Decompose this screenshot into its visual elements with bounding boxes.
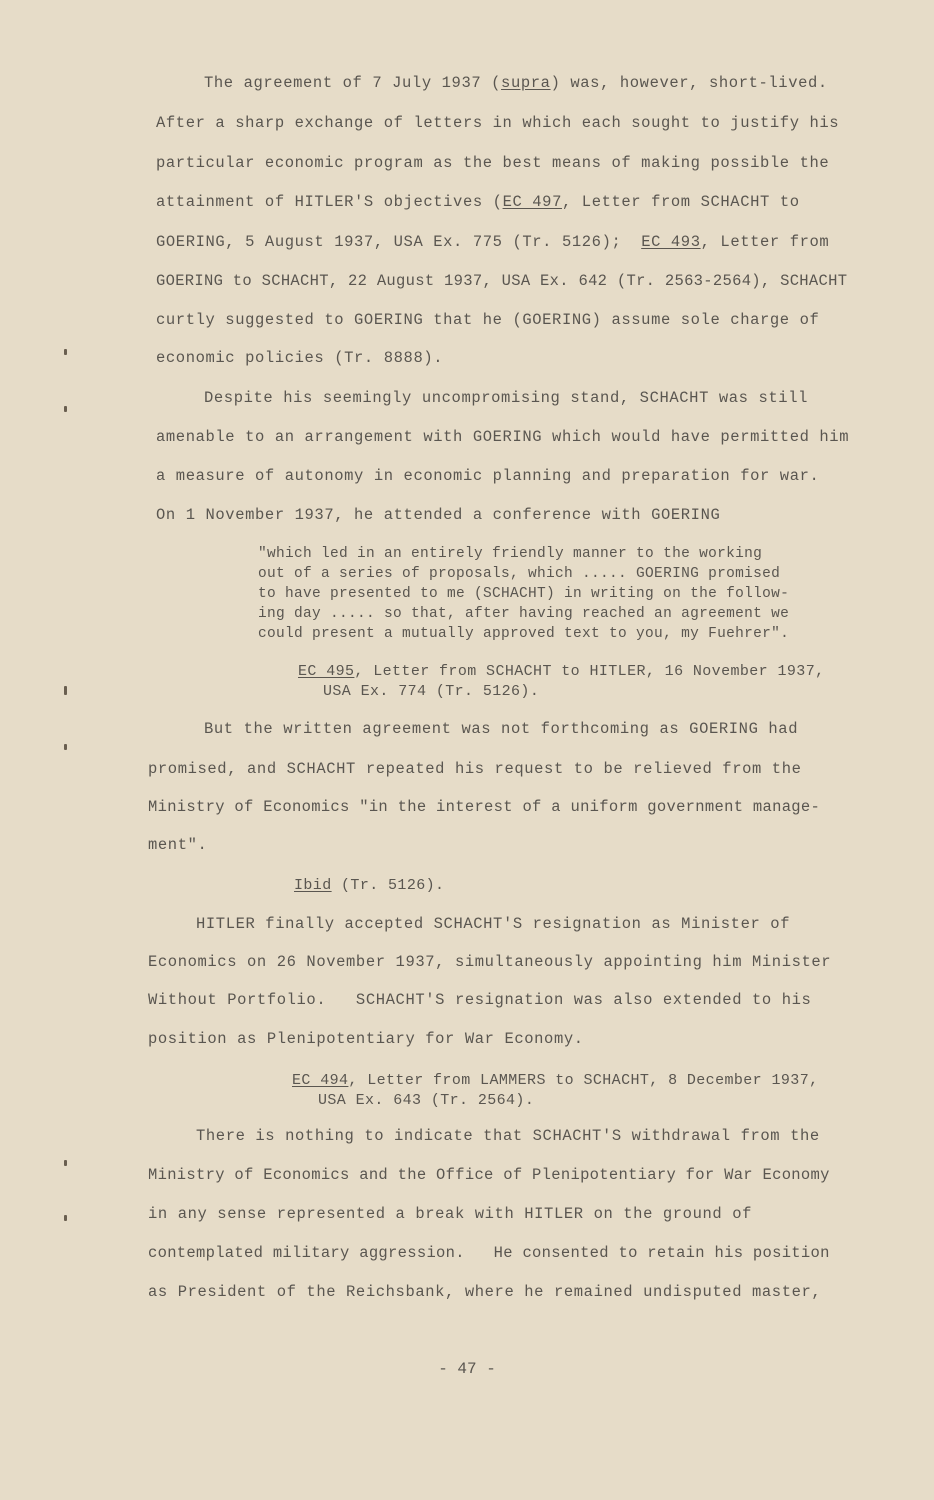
citation-line: EC 495, Letter from SCHACHT to HITLER, 16 November 1937, <box>298 663 825 680</box>
text-line: Ministry of Economics "in the interest of a uniform government manage- <box>148 798 821 816</box>
text-line: After a sharp exchange of letters in which each sought to justify his <box>156 114 840 132</box>
text-line: amenable to an arrangement with GOERING which would have permitted him <box>156 428 850 446</box>
block-quote-line: out of a series of proposals, which ..... GOERING promised <box>258 566 781 582</box>
margin-mark <box>64 1215 67 1221</box>
text-line: Economics on 26 November 1937, simultaneously appointing him Minister <box>148 953 832 971</box>
text-line: On 1 November 1937, he attended a conference with GOERING <box>156 506 721 524</box>
margin-mark <box>64 744 67 750</box>
text-line: promised, and SCHACHT repeated his request to be relieved from the <box>148 760 802 778</box>
text-line: contemplated military aggression. He consented to retain his position <box>148 1244 830 1262</box>
citation-line: USA Ex. 643 (Tr. 2564). <box>318 1092 535 1109</box>
margin-mark <box>64 349 67 355</box>
text-line: particular economic program as the best means of making possible the <box>156 154 830 172</box>
citation-line: EC 494, Letter from LAMMERS to SCHACHT, 8 December 1937, <box>292 1072 819 1089</box>
text-line: HITLER finally accepted SCHACHT'S resignation as Minister of <box>196 915 791 933</box>
block-quote-line: "which led in an entirely friendly manner to the working <box>258 546 763 562</box>
text-line: GOERING to SCHACHT, 22 August 1937, USA Ex. 642 (Tr. 2563-2564), SCHACHT <box>156 272 848 290</box>
text-line: Ministry of Economics and the Office of Plenipotentiary for War Economy <box>148 1166 830 1184</box>
text-line: ment". <box>148 836 208 854</box>
text-line: curtly suggested to GOERING that he (GOERING) assume sole charge of <box>156 311 820 329</box>
text-line: attainment of HITLER'S objectives (EC 497, Letter from SCHACHT to <box>156 193 800 211</box>
text-line: as President of the Reichsbank, where he remained undisputed master, <box>148 1283 822 1301</box>
margin-mark <box>64 1160 67 1166</box>
block-quote-line: ing day ..... so that, after having reached an agreement we <box>258 606 790 622</box>
text-line: economic policies (Tr. 8888). <box>156 349 444 367</box>
text-line: Despite his seemingly uncompromising stand, SCHACHT was still <box>204 389 808 407</box>
text-line: There is nothing to indicate that SCHACHT'S withdrawal from the <box>196 1127 820 1145</box>
text-line: a measure of autonomy in economic planning and preparation for war. <box>156 467 820 485</box>
block-quote-line: to have presented to me (SCHACHT) in writing on the follow- <box>258 586 790 602</box>
margin-mark <box>64 686 67 695</box>
margin-mark <box>64 406 67 412</box>
text-line: The agreement of 7 July 1937 (supra) was, however, short-lived. <box>204 74 828 92</box>
text-line: Without Portfolio. SCHACHT'S resignation was also extended to his <box>148 991 812 1009</box>
text-line: GOERING, 5 August 1937, USA Ex. 775 (Tr. 5126); EC 493, Letter from <box>156 233 830 251</box>
text-line: But the written agreement was not forthcoming as GOERING had <box>204 720 799 738</box>
text-line: position as Plenipotentiary for War Economy. <box>148 1030 584 1048</box>
text-line: in any sense represented a break with HITLER on the ground of <box>148 1205 752 1223</box>
citation-line: Ibid (Tr. 5126). <box>294 877 445 894</box>
block-quote-line: could present a mutually approved text to you, my Fuehrer". <box>258 626 790 642</box>
citation-line: USA Ex. 774 (Tr. 5126). <box>323 683 540 700</box>
page-number: - 47 - <box>438 1360 496 1378</box>
